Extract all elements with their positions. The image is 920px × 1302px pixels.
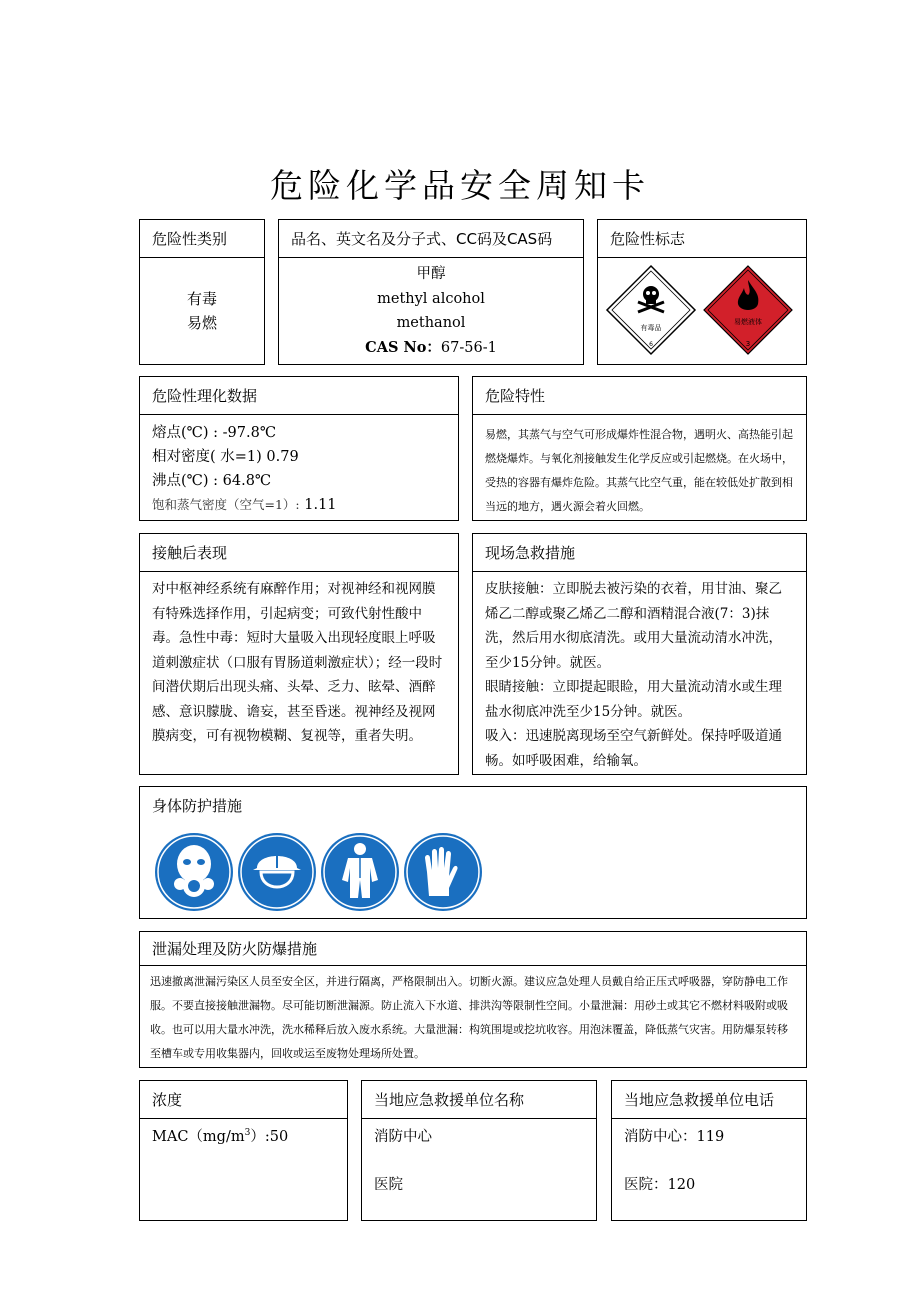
product-info-header: 品名、英文名及分子式、CC码及CAS码 (279, 220, 583, 258)
rescue-unit-1: 消防中心 (374, 1129, 432, 1145)
hazard-class-box (139, 219, 265, 365)
protection-header: 身体防护措施 (152, 797, 243, 815)
cas-label: CAS No： (365, 338, 441, 356)
hazard-class-line: 有毒 (186, 290, 217, 308)
melting-point: 熔点(℃) : -97.8℃ (152, 425, 277, 441)
hazard-props-text: 易燃，其蒸气与空气可形成爆炸性混合物，遇明火、高热能引起燃烧爆炸。与氧化剂接触发生化学反应或引起燃烧。在火场中，受热的容器有爆炸危险。其蒸气比空气重，能在较低处扩散到相当远的地方，遇火源会着火回燃。 (485, 428, 793, 513)
exposure-box (139, 533, 459, 775)
rescue-phone-header: 当地应急救援单位电话 (612, 1081, 806, 1119)
spill-header: 泄漏处理及防火防爆措施 (140, 932, 806, 966)
exposure-text: 对中枢神经系统有麻醉作用；对视神经和视网膜有特殊选择作用，引起病变；可致代射性酸中毒。急性中毒：短时大量吸入出现轻度眼上呼吸道刺激症状（口服有胃肠道刺激症状）；经一段时间潜伏期后出现头痛、头晕、乏力、眩晕、酒醉感、意识朦胧、谵妄，甚至昏迷。视神经及视网膜病变，可有视物模糊、复视等，重者失明。 (152, 581, 443, 744)
toxic-sign-icon (607, 266, 695, 354)
toxic-class: 6 (649, 341, 653, 348)
physchem-box (139, 376, 459, 521)
boiling-point: 沸点(℃) : 64.8℃ (152, 473, 272, 489)
product-info-box (278, 219, 584, 365)
mac-sup: 3 (244, 1128, 251, 1139)
flammable-sign-icon (704, 266, 792, 354)
hazard-signs-header: 危险性标志 (598, 220, 806, 258)
chemical-name-en-2: methanol (396, 315, 466, 331)
flammable-class: 3 (745, 340, 751, 348)
mac-value: ）:50 (250, 1129, 289, 1145)
spill-text: 迅速撤离泄漏污染区人员至安全区，并进行隔离，严格限制出入。切断火源。建议应急处理人员戴自给正压式呼吸器，穿防静电工作服。不要直接接触泄漏物。尽可能切断泄漏源。防止流入下水道、排洪沟等限制性空间。小量泄漏：用砂土或其它不燃材料吸附或吸收。也可以用大量水冲洗，洗水稀释后放入废水系统。大量泄漏：构筑围堤或挖坑收容。用泡沫覆盖，降低蒸气灾害。用防爆泵转移至槽车或专用收集器内，回收或运至废物处理场所处置。 (150, 975, 788, 1060)
spill-box (139, 931, 807, 1068)
relative-density: 相对密度( 水=1) 0.79 (152, 449, 299, 465)
hazard-class-line: 易燃 (186, 314, 217, 332)
safety-helmet-icon (237, 832, 317, 912)
first-aid-header: 现场急救措施 (473, 534, 806, 572)
hazard-diamonds (598, 258, 805, 364)
mac-label: MAC（mg/m (152, 1129, 245, 1145)
rescue-phone-2: 医院：120 (624, 1177, 696, 1193)
toxic-label: 有毒品 (640, 324, 662, 332)
concentration-header: 浓度 (140, 1081, 347, 1119)
first-aid-box (472, 533, 807, 775)
concentration-box (139, 1080, 348, 1221)
vapor-density-label: 饱和蒸气密度（空气=1）: (152, 497, 300, 512)
rescue-unit-box (361, 1080, 597, 1221)
first-aid-inhale: 吸入：迅速脱离现场至空气新鲜处。保持呼吸道通畅。如呼吸困难，给输氧。 (485, 728, 782, 769)
hazard-props-box (472, 376, 807, 521)
protective-gloves-icon (403, 832, 483, 912)
chemical-name-cn: 甲醇 (416, 266, 446, 282)
rescue-phone-box (611, 1080, 807, 1221)
hazard-signs-box (597, 219, 807, 365)
first-aid-eye: 眼睛接触：立即提起眼睑，用大量流动清水或生理盐水彻底冲洗至少15分钟。就医。 (485, 679, 782, 720)
hazard-class-header: 危险性类别 (140, 220, 264, 258)
page-title: 危险化学品安全周知卡 (270, 166, 650, 205)
rescue-unit-2: 医院 (374, 1177, 403, 1193)
exposure-header: 接触后表现 (140, 534, 458, 572)
rescue-phone-1: 消防中心：119 (624, 1129, 725, 1145)
physchem-header: 危险性理化数据 (140, 377, 458, 415)
flammable-label: 易燃液体 (734, 318, 762, 326)
chemical-name-en-1: methyl alcohol (377, 290, 485, 307)
cas-value: 67-56-1 (440, 339, 497, 356)
protective-suit-icon (320, 832, 400, 912)
rescue-unit-header: 当地应急救援单位名称 (362, 1081, 596, 1119)
first-aid-skin: 皮肤接触：立即脱去被污染的衣着，用甘油、聚乙烯乙二醇或聚乙烯乙二醇和酒精混合液(7：3)抹洗，然后用水彻底清洗。或用大量流动清水冲洗，至少15分钟。就医。 (485, 581, 782, 671)
hazard-props-header: 危险特性 (473, 377, 806, 415)
gas-mask-icon (154, 832, 234, 912)
vapor-density-value: 1.11 (304, 497, 337, 513)
cas-number (365, 336, 497, 361)
protection-box (139, 786, 807, 919)
